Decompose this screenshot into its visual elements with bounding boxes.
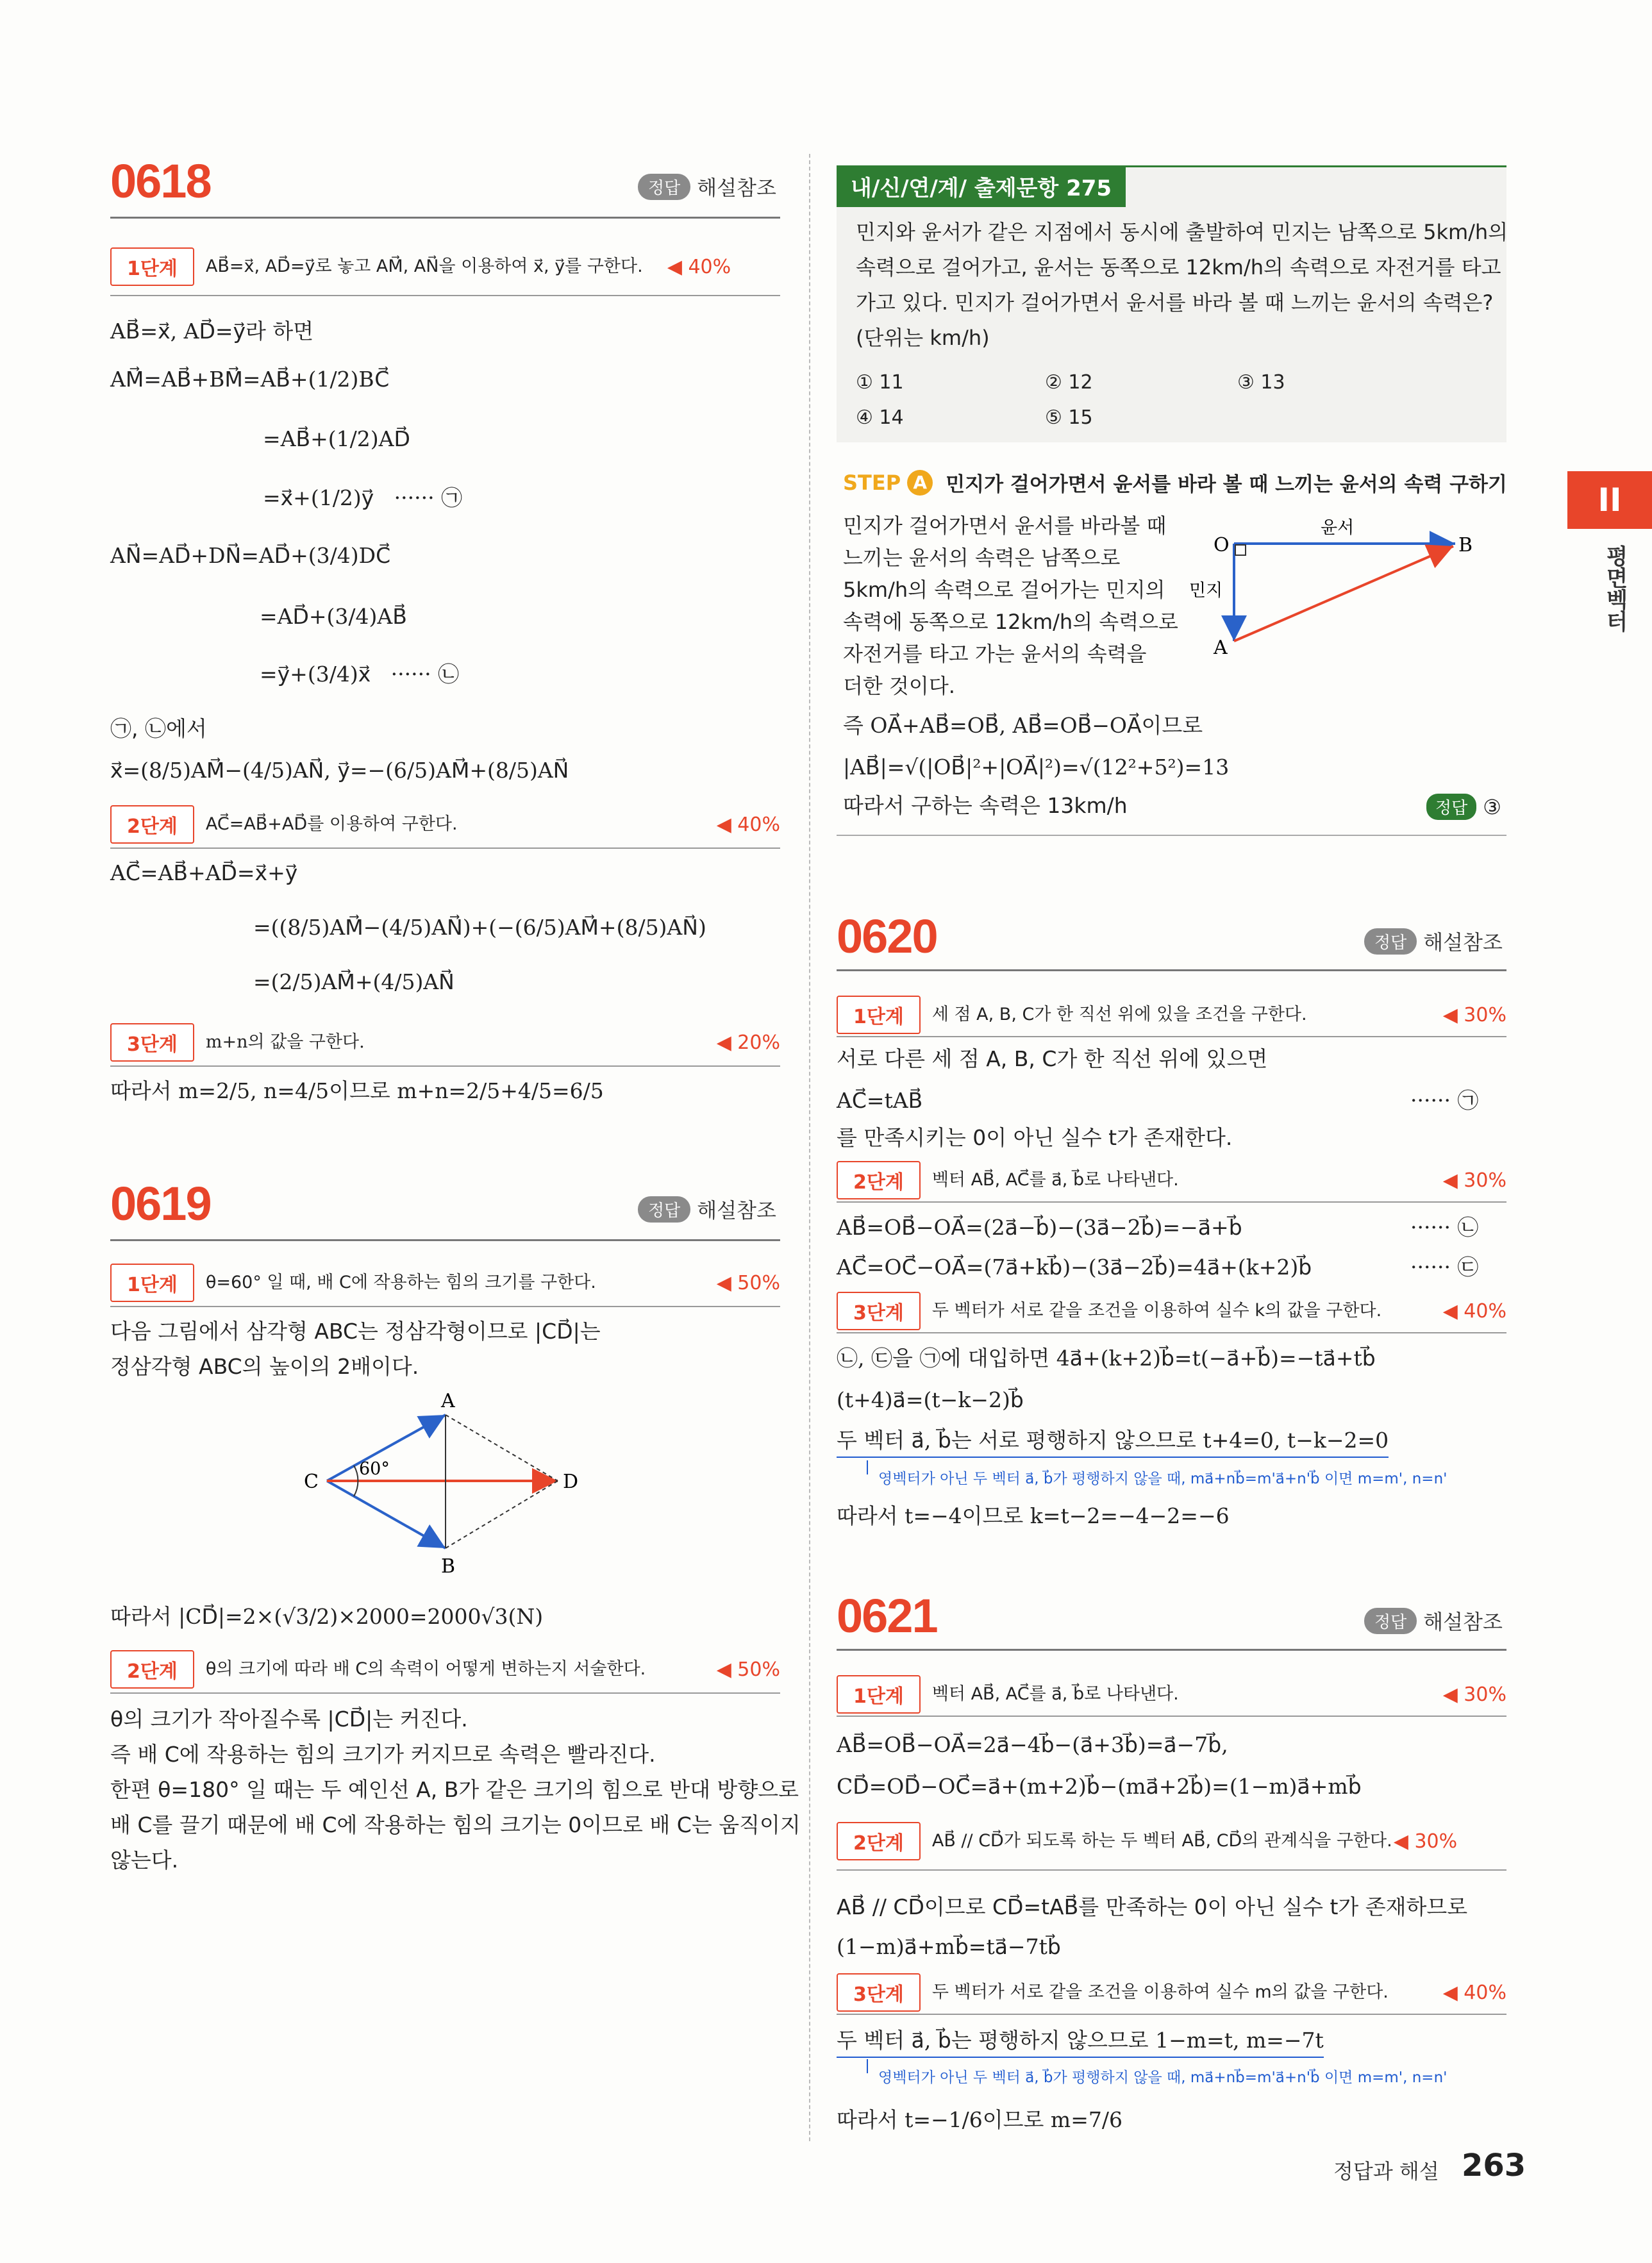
solution-line: ㉠, ㉡에서 [110, 716, 207, 741]
solution-line: 배 C를 끌기 때문에 배 C에 작용하는 힘의 크기는 0이므로 배 C는 움직이지 [110, 1812, 801, 1837]
step-percent: ◀ 50% [716, 1658, 780, 1681]
step-2-0620 [837, 1159, 1506, 1203]
answer-tag [1364, 1606, 1503, 1635]
solution-line: =AD⃗+(3/4)AB⃗ [260, 604, 407, 629]
divider [110, 217, 780, 219]
step-percent: ◀ 30% [1442, 1169, 1506, 1192]
solution-line: AB⃗=x⃗, AD⃗=y⃗라 하면 [110, 319, 314, 344]
solution-line: =((8/5)AM⃗−(4/5)AN⃗)+(−(6/5)AM⃗+(8/5)AN⃗) [253, 915, 706, 940]
answer-choice: ③ [1483, 794, 1501, 819]
point-d-label: D [563, 1471, 579, 1493]
answer-ref: 해설참조 [1423, 1610, 1503, 1634]
step-title: 민지가 걸어가면서 윤서를 바라 볼 때 느끼는 윤서의 속력 구하기 [946, 473, 1507, 496]
solution-line: 한편 θ=180° 일 때는 두 예인선 A, B가 같은 크기의 힘으로 반대 방향으로 [110, 1777, 799, 1802]
problem-number-0618: 0618 [110, 154, 211, 208]
solution-line: =x⃗+(1/2)y⃗ ······ ㉠ [263, 485, 463, 510]
solution-line: AB⃗=OB⃗−OA⃗=(2a⃗−b⃗)−(3a⃗−2b⃗)=−a⃗+b⃗ [837, 1215, 1242, 1240]
equation-mark: ······ ㉠ [1410, 1088, 1479, 1113]
answer-tag [1364, 926, 1503, 956]
answer-badge: 정답 [1364, 1608, 1417, 1634]
divider [110, 1239, 780, 1241]
solution-line: 따라서 t=−1/6이므로 m=7/6 [837, 2107, 1122, 2132]
solution-line: x⃗=(8/5)AM⃗−(4/5)AN⃗, y⃗=−(6/5)AM⃗+(8/5)AN⃗ [110, 758, 569, 783]
answer-tag [638, 1194, 776, 1224]
chapter-title: 평면벡터 [1602, 545, 1628, 632]
step-desc: AB⃗ // CD⃗가 되도록 하는 두 벡터 AB⃗, CD⃗의 관계식을 구한다. [931, 1831, 1392, 1851]
chapter-tab[interactable]: II [1567, 471, 1652, 529]
parallel-condition-note: 영벡터가 아닌 두 벡터 a⃗, b⃗가 평행하지 않을 때, ma⃗+nb⃗=m'a⃗+n'b⃗ 이면 m=m', n=n' [878, 1471, 1448, 1487]
solution-line: 서로 다른 세 점 A, B, C가 한 직선 위에 있으면 [837, 1046, 1268, 1071]
body-line: 자전거를 타고 가는 윤서의 속력을 [843, 642, 1147, 666]
point-o-label: O [1214, 534, 1230, 556]
solution-line: AB⃗=OB⃗−OA⃗=2a⃗−4b⃗−(a⃗+3b⃗)=a⃗−7b⃗, [837, 1732, 1228, 1757]
solution-line: 따라서 |CD⃗|=2×(√3/2)×2000=2000√3(N) [110, 1604, 544, 1629]
rhombus-force-diagram [295, 1388, 603, 1574]
choice-1[interactable]: ① 11 [856, 371, 904, 394]
divider [837, 835, 1506, 836]
body-line: 5km/h의 속력으로 걸어가는 민지의 [843, 578, 1165, 602]
step-percent: ◀ 40% [1442, 1981, 1506, 2004]
equation-mark: ······ ㉡ [1410, 1215, 1479, 1240]
column-separator [809, 154, 810, 2141]
choice-4[interactable]: ④ 14 [856, 406, 904, 429]
step-label: 1단계 [837, 1675, 921, 1714]
formula-line: 즉 OA⃗+AB⃗=OB⃗, AB⃗=OB⃗−OA⃗이므로 [843, 713, 1203, 738]
solution-line: =AB⃗+(1/2)AD⃗ [263, 426, 410, 451]
solution-line: CD⃗=OD⃗−OC⃗=a⃗+(m+2)b⃗−(ma⃗+2b⃗)=(1−m)a⃗+mb⃗ [837, 1774, 1362, 1799]
problem-number-0621: 0621 [837, 1589, 937, 1642]
note-pointer [867, 1460, 868, 1474]
solution-line: =(2/5)AM⃗+(4/5)AN⃗ [253, 969, 455, 994]
point-c-label: C [304, 1471, 319, 1493]
solution-line: 두 벡터 a⃗, b⃗는 평행하지 않으므로 1−m=t, m=−7t [837, 2025, 1324, 2058]
right-angle-mark [1235, 545, 1246, 555]
step-1-0618 [110, 238, 780, 296]
point-b-label: B [1458, 534, 1473, 556]
related-answer [1426, 794, 1501, 820]
footer-label: 정답과 해설 [1333, 2159, 1439, 2184]
step-tag: STEP [843, 470, 901, 495]
answer-ref: 해설참조 [697, 176, 776, 200]
step-desc: 벡터 AB⃗, AC⃗를 a⃗, b⃗로 나타낸다. [931, 1170, 1179, 1190]
step-label: 3단계 [110, 1023, 194, 1062]
step-1-0620 [837, 994, 1506, 1037]
step-desc: 두 벡터가 서로 같을 조건을 이용하여 실수 k의 값을 구한다. [931, 1301, 1382, 1321]
step-1-0621 [837, 1673, 1506, 1717]
page-number: 263 [1462, 2148, 1526, 2184]
answer-badge: 정답 [1426, 794, 1476, 820]
solution-line: θ의 크기가 작아질수록 |CD⃗|는 커진다. [110, 1707, 468, 1732]
point-b-label: B [441, 1555, 456, 1574]
step-3-0620 [837, 1290, 1506, 1333]
solution-line: 정삼각형 ABC의 높이의 2배이다. [110, 1354, 419, 1379]
conclusion-line: 따라서 구하는 속력은 13km/h [843, 793, 1128, 818]
solution-line: (t+4)a⃗=(t−k−2)b⃗ [837, 1387, 1024, 1412]
answer-ref: 해설참조 [1423, 930, 1503, 955]
answer-ref: 해설참조 [697, 1198, 776, 1223]
step-label: 3단계 [837, 1292, 921, 1330]
dashed-edge [446, 1481, 558, 1548]
answer-tag [638, 172, 776, 201]
question-line: (단위는 km/h) [856, 326, 990, 350]
solution-line: ㉡, ㉢을 ㉠에 대입하면 4a⃗+(k+2)b⃗=t(−a⃗+b⃗)=−ta⃗+tb⃗ [837, 1346, 1376, 1371]
step-label: 2단계 [837, 1822, 921, 1860]
solution-line: (1−m)a⃗+mb⃗=ta⃗−7tb⃗ [837, 1934, 1061, 1959]
solution-line: AB⃗ // CD⃗이므로 CD⃗=tAB⃗를 만족하는 0이 아닌 실수 t가 존재하므로 [837, 1894, 1468, 1919]
point-a-label: A [1214, 637, 1228, 659]
choice-2[interactable]: ② 12 [1045, 371, 1093, 394]
velocity-diagram [1189, 513, 1484, 667]
step-desc: θ=60° 일 때, 배 C에 작용하는 힘의 크기를 구한다. [205, 1273, 596, 1292]
solution-line: 다음 그림에서 삼각형 ABC는 정삼각형이므로 |CD⃗|는 [110, 1319, 601, 1344]
step-desc: 벡터 AB⃗, AC⃗를 a⃗, b⃗로 나타낸다. [931, 1684, 1179, 1704]
solution-line: 따라서 t=−4이므로 k=t−2=−4−2=−6 [837, 1503, 1230, 1528]
step-percent: ◀ 30% [1442, 1683, 1506, 1706]
step-label: 2단계 [110, 805, 194, 844]
solution-line: 두 벡터 a⃗, b⃗는 서로 평행하지 않으므로 t+4=0, t−k−2=0 [837, 1424, 1389, 1458]
step-percent: ◀ 30% [1442, 1003, 1506, 1026]
angle-label: 60° [359, 1459, 390, 1479]
solution-line: 않는다. [110, 1848, 179, 1873]
equation-mark: ······ ㉢ [1410, 1255, 1479, 1280]
step-label: 1단계 [837, 996, 921, 1034]
solution-line: 따라서 m=2/5, n=4/5이므로 m+n=2/5+4/5=6/5 [110, 1078, 604, 1103]
step-percent: ◀ 50% [716, 1271, 780, 1294]
answer-badge: 정답 [638, 174, 690, 200]
formula-line: |AB⃗|=√(|OB⃗|²+|OA⃗|²)=√(12²+5²)=13 [843, 755, 1230, 780]
choice-3[interactable]: ③ 13 [1237, 371, 1285, 394]
divider [837, 1649, 1506, 1651]
step-desc: AB⃗=x⃗, AD⃗=y⃗로 놓고 AM⃗, AN⃗을 이용하여 x⃗, y⃗를 구한다. [205, 256, 643, 276]
minji-label: 민지 [1189, 581, 1223, 601]
step-desc: θ의 크기에 따라 배 C의 속력이 어떻게 변하는지 서술한다. [205, 1659, 646, 1679]
answer-badge: 정답 [1364, 928, 1417, 955]
solution-line: 를 만족시키는 0이 아닌 실수 t가 존재한다. [837, 1125, 1233, 1150]
solution-line: AN⃗=AD⃗+DN⃗=AD⃗+(3/4)DC⃗ [110, 543, 391, 568]
step-percent: ◀ 40% [667, 255, 731, 278]
step-desc: 두 벡터가 서로 같을 조건을 이용하여 실수 m의 값을 구한다. [931, 1982, 1389, 2002]
divider [837, 969, 1506, 971]
step-label: 3단계 [837, 1973, 921, 2012]
related-problem-header: 내/신/연/계/ 출제문항 275 [837, 165, 1126, 207]
note-pointer [867, 2059, 868, 2073]
force-vector-b [327, 1481, 446, 1548]
step-a-heading [843, 468, 1507, 497]
question-line: 속력으로 걸어가고, 윤서는 동쪽으로 12km/h의 속력으로 자전거를 타고 [856, 255, 1501, 280]
parallel-condition-note: 영벡터가 아닌 두 벡터 a⃗, b⃗가 평행하지 않을 때, ma⃗+nb⃗=m'a⃗+n'b⃗ 이면 m=m', n=n' [878, 2069, 1448, 2086]
body-line: 느끼는 윤서의 속력은 남쪽으로 [843, 546, 1121, 570]
step-percent: ◀ 30% [1393, 1830, 1458, 1853]
step-percent: ◀ 20% [716, 1031, 780, 1054]
question-line: 가고 있다. 민지가 걸어가면서 윤서를 바라 볼 때 느끼는 윤서의 속력은? [856, 290, 1494, 315]
problem-number-0620: 0620 [837, 910, 937, 963]
step-label: 1단계 [110, 247, 194, 286]
step-label: 2단계 [110, 1650, 194, 1689]
step-percent: ◀ 40% [716, 813, 780, 836]
step-label: 1단계 [110, 1264, 194, 1302]
step-desc: m+n의 값을 구한다. [205, 1032, 365, 1052]
solution-line: 즉 배 C에 작용하는 힘의 크기가 커지므로 속력은 빨라진다. [110, 1742, 656, 1767]
answer-badge: 정답 [638, 1196, 690, 1223]
problem-number-0619: 0619 [110, 1177, 211, 1230]
step-desc: AC⃗=AB⃗+AD⃗를 이용하여 구한다. [205, 814, 458, 834]
step-percent: ◀ 40% [1442, 1299, 1506, 1323]
solution-line: =y⃗+(3/4)x⃗ ······ ㉡ [260, 662, 460, 687]
step-letter-badge: A [907, 470, 933, 496]
yunseo-label: 윤서 [1321, 518, 1355, 538]
step-3-0618 [110, 1019, 780, 1067]
vector-ab [1234, 546, 1453, 641]
step-1-0619 [110, 1260, 780, 1307]
point-a-label: A [441, 1390, 455, 1412]
step-2-0619 [110, 1646, 780, 1694]
solution-line: AC⃗=OC⃗−OA⃗=(7a⃗+kb⃗)−(3a⃗−2b⃗)=4a⃗+(k+2)b⃗ [837, 1255, 1312, 1280]
step-label: 2단계 [837, 1161, 921, 1199]
solution-line: AC⃗=AB⃗+AD⃗=x⃗+y⃗ [110, 860, 298, 885]
step-3-0621 [837, 1971, 1506, 2015]
choice-5[interactable]: ⑤ 15 [1045, 406, 1093, 429]
solution-line: AC⃗=tAB⃗ [837, 1088, 923, 1113]
body-line: 더한 것이다. [843, 674, 955, 698]
body-line: 속력에 동쪽으로 12km/h의 속력으로 [843, 610, 1178, 634]
dashed-edge [446, 1415, 558, 1481]
step-2-0621 [837, 1813, 1506, 1871]
question-line: 민지와 윤서가 같은 지점에서 동시에 출발하여 민지는 남쪽으로 5km/h의 [856, 220, 1508, 244]
step-2-0618 [110, 801, 780, 849]
solution-line: AM⃗=AB⃗+BM⃗=AB⃗+(1/2)BC⃗ [110, 367, 390, 392]
step-desc: 세 점 A, B, C가 한 직선 위에 있을 조건을 구한다. [931, 1005, 1307, 1024]
body-line: 민지가 걸어가면서 윤서를 바라볼 때 [843, 514, 1167, 538]
